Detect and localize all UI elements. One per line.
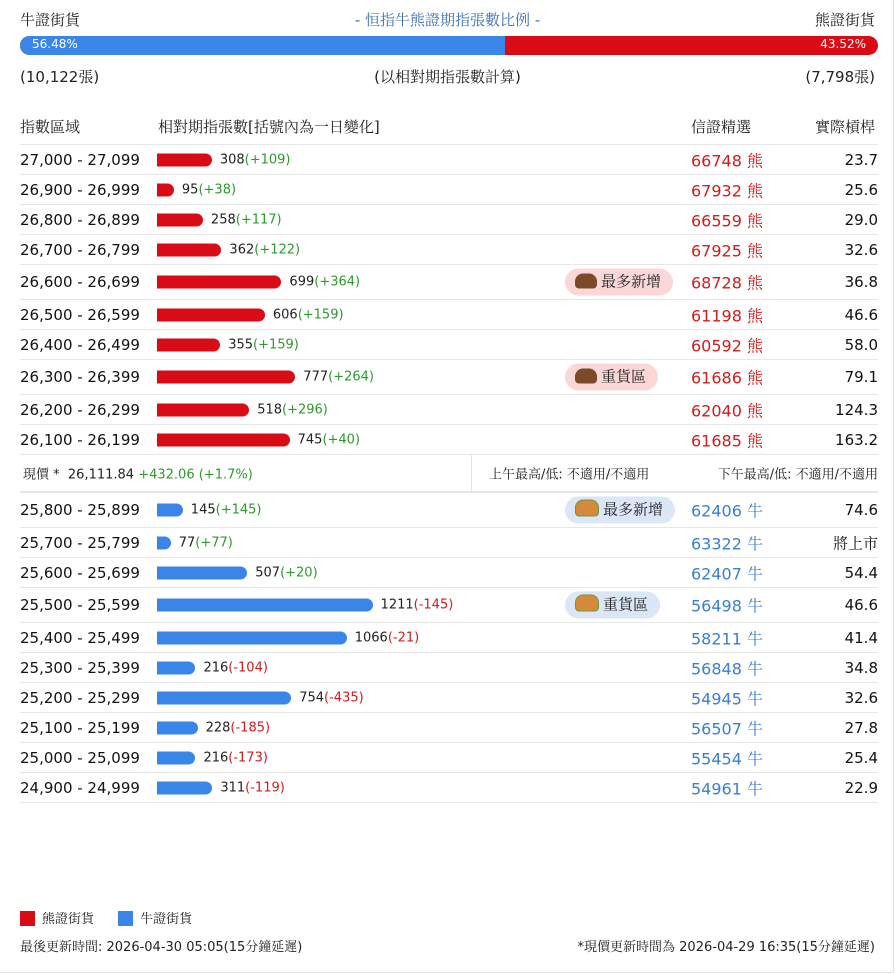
contracts-value — [228, 337, 299, 352]
index-range: 26,700 - 26,799 — [20, 240, 140, 259]
bull-row[interactable] — [20, 652, 878, 682]
contracts-count: 362 — [229, 242, 255, 257]
bear-badge — [565, 269, 673, 296]
bull-row[interactable] — [20, 772, 878, 803]
bull-row[interactable] — [20, 492, 878, 527]
badge-label: 重貨區 — [601, 367, 647, 386]
index-range: 25,000 - 25,099 — [20, 748, 140, 767]
bull-row[interactable] — [20, 527, 878, 557]
contracts-change: (+159) — [297, 307, 344, 322]
bear-contracts-bar — [157, 371, 295, 384]
contracts-change: (+296) — [282, 402, 328, 417]
effective-leverage: 27.8 — [844, 718, 878, 737]
bear-icon — [575, 369, 597, 384]
bull-ratio-fill — [20, 36, 505, 55]
warrant-code-link[interactable]: 54945 牛 — [691, 689, 763, 708]
contracts-change: (-21) — [387, 630, 420, 645]
warrant-code-link[interactable]: 66748 熊 — [691, 151, 763, 170]
bull-count: (10,122張) — [20, 68, 100, 86]
col-pick-header: 信證精選 — [691, 118, 752, 136]
count-note: (以相對期指張數計算) — [374, 68, 521, 86]
contracts-count: 1066 — [354, 630, 388, 645]
bull-ratio-percent: 56.48% — [32, 37, 78, 51]
legend-bull-label: 牛證街貨 — [140, 912, 193, 927]
bear-row[interactable] — [20, 299, 878, 329]
bear-swatch — [20, 911, 35, 926]
bull-contracts-bar — [157, 781, 212, 794]
bear-count: (7,798張) — [805, 68, 875, 86]
effective-leverage: 46.6 — [844, 305, 878, 324]
bear-contracts-bar — [157, 153, 212, 166]
index-range: 26,900 - 26,999 — [20, 180, 140, 199]
warrant-code-link[interactable]: 66559 熊 — [691, 211, 763, 230]
index-range: 26,300 - 26,399 — [20, 368, 140, 386]
index-range: 26,400 - 26,499 — [20, 335, 140, 354]
bear-row[interactable] — [20, 264, 878, 299]
table-header — [20, 116, 875, 136]
bull-row[interactable] — [20, 557, 878, 587]
badge-label: 最多新增 — [603, 500, 664, 519]
bull-contracts-bar — [157, 631, 347, 644]
legend-bear-label: 熊證街貨 — [42, 912, 95, 927]
effective-leverage: 32.6 — [844, 240, 878, 259]
effective-leverage: 23.7 — [844, 150, 878, 169]
contracts-count: 228 — [205, 720, 231, 735]
index-range: 26,200 - 26,299 — [20, 400, 140, 419]
warrant-code-link[interactable]: 61685 熊 — [691, 431, 763, 450]
index-range: 27,000 - 27,099 — [20, 150, 140, 169]
legend-bear — [20, 912, 94, 927]
contracts-value — [299, 690, 363, 705]
col-range-header: 指數區域 — [20, 118, 81, 136]
bear-row[interactable] — [20, 174, 878, 204]
effective-leverage: 29.0 — [844, 210, 878, 229]
bull-swatch — [118, 911, 133, 926]
bear-contracts-bar — [157, 308, 265, 321]
contracts-value — [298, 432, 360, 447]
bull-icon — [575, 500, 599, 517]
contracts-change: (+264) — [328, 369, 374, 385]
index-range: 25,600 - 25,699 — [20, 563, 140, 582]
contracts-count: 77 — [178, 535, 196, 550]
bear-row[interactable] — [20, 234, 878, 264]
contracts-value — [289, 275, 360, 290]
contracts-value — [206, 720, 270, 735]
index-range: 26,500 - 26,599 — [20, 305, 140, 324]
bear-contracts-bar — [157, 276, 281, 289]
contracts-count: 606 — [272, 307, 298, 322]
contracts-change: (-145) — [413, 597, 454, 613]
bull-outstanding-label: 牛證街貨 — [20, 11, 81, 29]
contracts-value — [255, 565, 317, 580]
contracts-change: (+145) — [215, 502, 262, 518]
bear-row[interactable] — [20, 204, 878, 234]
bear-contracts-bar — [157, 183, 174, 196]
index-range: 26,800 - 26,899 — [20, 210, 140, 229]
contracts-change: (-435) — [324, 690, 364, 705]
contracts-value — [179, 535, 233, 550]
contracts-change: (+40) — [322, 432, 361, 447]
contracts-count: 507 — [255, 565, 281, 580]
bull-contracts-bar — [157, 504, 183, 517]
bull-icon — [575, 595, 599, 612]
warrant-code-link[interactable]: 61686 熊 — [691, 368, 763, 388]
bull-contracts-bar — [157, 599, 373, 612]
contracts-count: 699 — [289, 274, 315, 290]
bull-badge — [565, 592, 660, 619]
bull-contracts-bar — [157, 751, 195, 764]
count-row — [20, 66, 875, 86]
price-divider — [471, 455, 472, 491]
contracts-value — [303, 370, 374, 385]
contracts-count: 308 — [219, 152, 245, 167]
contracts-change: (+77) — [195, 535, 233, 550]
bull-row[interactable] — [20, 682, 878, 712]
col-contracts-header: 相對期指張數[括號內為一日變化] — [158, 118, 380, 136]
index-range: 26,100 - 26,199 — [20, 430, 140, 449]
bull-contracts-bar — [157, 566, 247, 579]
bull-badge — [565, 497, 675, 524]
warrant-code-link[interactable]: 62040 熊 — [691, 401, 763, 420]
contracts-count: 216 — [203, 660, 229, 675]
contracts-count: 355 — [228, 337, 254, 352]
current-price-value: 26,111.84 — [67, 467, 135, 483]
index-range: 25,700 - 25,799 — [20, 533, 140, 552]
warrant-code-link[interactable]: 58211 牛 — [691, 629, 763, 648]
current-price-label: 現價 * — [23, 467, 60, 483]
bull-contracts-bar — [157, 721, 198, 734]
index-range: 25,400 - 25,499 — [20, 628, 140, 647]
distribution-table — [20, 144, 878, 803]
contracts-value — [355, 630, 419, 645]
badge-label: 最多新增 — [601, 272, 662, 291]
effective-leverage: 74.6 — [844, 501, 878, 519]
warrant-code-link[interactable]: 61198 熊 — [691, 306, 763, 325]
contracts-change: (+109) — [244, 152, 291, 167]
contracts-value — [220, 152, 291, 167]
warrant-code-link[interactable]: 68728 熊 — [691, 273, 763, 293]
warrant-code-link[interactable]: 60592 熊 — [691, 336, 763, 355]
bear-ratio-percent: 43.52% — [820, 37, 866, 51]
effective-leverage: 46.6 — [844, 596, 878, 614]
contracts-count: 777 — [303, 369, 329, 385]
contracts-change: (+159) — [253, 337, 299, 352]
effective-leverage: 41.4 — [844, 628, 878, 647]
bear-row[interactable] — [20, 329, 878, 359]
contracts-count: 95 — [181, 182, 199, 197]
index-range: 25,300 - 25,399 — [20, 658, 140, 677]
contracts-change: (-185) — [230, 720, 271, 735]
effective-leverage: 36.8 — [844, 273, 878, 291]
bear-row[interactable] — [20, 424, 878, 454]
panel-title: - 恒指牛熊證期指張數比例 - — [354, 11, 541, 29]
bear-badge — [565, 364, 658, 391]
effective-leverage: 25.6 — [844, 180, 878, 199]
effective-leverage: 79.1 — [844, 368, 878, 386]
bear-contracts-bar — [157, 243, 221, 256]
warrant-code-link[interactable]: 56498 牛 — [691, 596, 763, 616]
bull-bear-ratio-bar — [20, 36, 878, 55]
contracts-count: 145 — [190, 502, 216, 518]
effective-leverage: 25.4 — [844, 748, 878, 767]
warrant-code-link[interactable]: 62407 牛 — [691, 564, 763, 583]
bear-rows — [20, 144, 878, 454]
effective-leverage: 將上市 — [832, 534, 878, 552]
current-price-change: +432.06 (+1.7%) — [138, 467, 253, 483]
current-price-row — [20, 454, 878, 492]
contracts-count: 745 — [297, 432, 323, 447]
contracts-change: (+20) — [280, 565, 318, 580]
am-high-low: 上午最高/低: 不適用/不適用 — [489, 467, 650, 483]
bear-icon — [575, 274, 597, 289]
effective-leverage: 58.0 — [844, 335, 878, 354]
effective-leverage: 34.8 — [844, 658, 878, 677]
contracts-value — [182, 182, 236, 197]
warrant-code-link[interactable]: 55454 牛 — [691, 749, 763, 768]
warrant-code-link[interactable]: 62406 牛 — [691, 501, 763, 521]
index-range: 25,800 - 25,899 — [20, 501, 140, 519]
bull-rows — [20, 492, 878, 803]
contracts-value — [257, 402, 328, 417]
contracts-change: (-173) — [228, 750, 268, 765]
contracts-change: (+364) — [314, 274, 361, 290]
bull-contracts-bar — [157, 536, 171, 549]
bear-contracts-bar — [157, 403, 249, 416]
contracts-value — [203, 660, 267, 675]
warrant-code-link[interactable]: 67932 熊 — [691, 181, 763, 200]
bear-row[interactable] — [20, 359, 878, 394]
current-price — [23, 464, 253, 483]
index-range: 24,900 - 24,999 — [20, 778, 140, 797]
effective-leverage: 54.4 — [844, 563, 878, 582]
contracts-change: (-119) — [245, 780, 285, 795]
warrant-code-link[interactable]: 63322 牛 — [691, 534, 763, 553]
warrant-code-link[interactable]: 56507 牛 — [691, 719, 763, 738]
contracts-value — [203, 750, 267, 765]
contracts-value — [229, 242, 300, 257]
contracts-change: (+38) — [198, 182, 237, 197]
contracts-value — [220, 780, 284, 795]
contracts-change: (+122) — [254, 242, 301, 257]
contracts-count: 216 — [203, 750, 229, 765]
badge-label: 重貨區 — [603, 595, 649, 614]
effective-leverage: 32.6 — [844, 688, 878, 707]
warrant-code-link[interactable]: 54961 牛 — [691, 779, 763, 798]
contracts-value — [191, 503, 262, 518]
contracts-count: 518 — [257, 402, 283, 417]
col-leverage-header: 實際槓桿 — [814, 118, 875, 136]
index-range: 25,100 - 25,199 — [20, 718, 140, 737]
bear-contracts-bar — [157, 338, 220, 351]
bear-outstanding-label: 熊證街貨 — [814, 11, 875, 29]
index-range: 25,200 - 25,299 — [20, 688, 140, 707]
effective-leverage: 163.2 — [835, 430, 878, 449]
bull-row[interactable] — [20, 712, 878, 742]
warrant-code-link[interactable]: 56848 牛 — [691, 659, 763, 678]
warrant-code-link[interactable]: 67925 熊 — [691, 241, 763, 260]
index-range: 26,600 - 26,699 — [20, 273, 140, 291]
bull-row[interactable] — [20, 622, 878, 652]
bear-contracts-bar — [157, 213, 203, 226]
pm-high-low: 下午最高/低: 不適用/不適用 — [717, 467, 878, 483]
contracts-count: 311 — [220, 780, 246, 795]
contracts-value — [381, 598, 454, 613]
effective-leverage: 22.9 — [844, 778, 878, 797]
bear-row[interactable] — [20, 394, 878, 424]
bull-contracts-bar — [157, 661, 195, 674]
bull-row[interactable] — [20, 587, 878, 622]
price-updated: *現價更新時間為 2026-04-29 16:35(15分鐘延遲) — [577, 940, 875, 955]
bear-contracts-bar — [157, 433, 290, 446]
title-row — [20, 9, 875, 29]
contracts-value — [273, 307, 344, 322]
contracts-count: 754 — [299, 690, 325, 705]
legend — [20, 908, 212, 927]
effective-leverage: 124.3 — [835, 400, 878, 419]
contracts-change: (-104) — [228, 660, 268, 675]
bull-contracts-bar — [157, 691, 291, 704]
contracts-value — [211, 212, 282, 227]
legend-bull — [118, 912, 192, 927]
contracts-count: 1211 — [380, 597, 414, 613]
index-range: 25,500 - 25,599 — [20, 596, 140, 614]
contracts-count: 258 — [210, 212, 236, 227]
bull-row[interactable] — [20, 742, 878, 772]
contracts-change: (+117) — [235, 212, 282, 227]
last-updated: 最後更新時間: 2026-04-30 05:05(15分鐘延遲) — [20, 940, 303, 955]
bear-row[interactable] — [20, 144, 878, 174]
